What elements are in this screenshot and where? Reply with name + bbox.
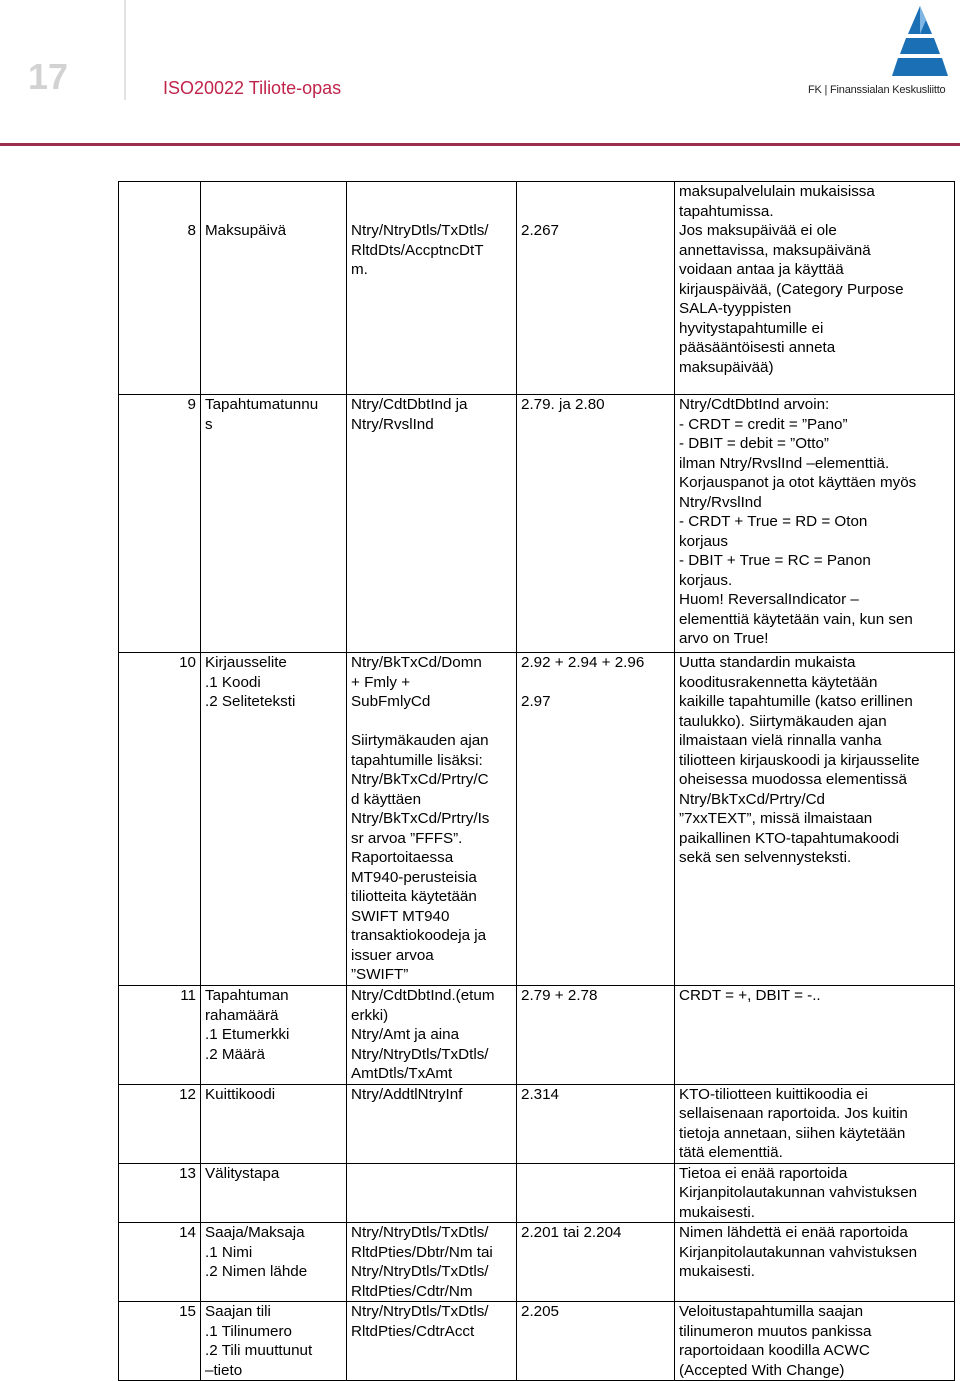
table-row [119,1223,955,1302]
xml-element: Ntry/BkTxCd/Domn + Fmly + SubFmlyCd Siirtymäkauden ajan tapahtumille lisäksi: Ntry/BkTxCd/Prtry/C d käyttäen Ntry/BkTxCd/Prtry/Is sr arvoa ”FFFS”. Raportoitaessa MT940-perusteisia tiliotteita käytetään SWIFT MT940 transaktiokoodeja ja issuer arvoa ”SWIFT” [347,653,517,986]
page-header [0,0,960,150]
reference-number: 2.201 tai 2.204 [517,1223,675,1302]
xml-element: Ntry/NtryDtls/TxDtls/ RltdPties/Dbtr/Nm tai Ntry/NtryDtls/TxDtls/ RltdPties/Cdtr/Nm [347,1223,517,1302]
field-name: Tapahtuman rahamäärä .1 Etumerkki .2 Määrä [201,986,347,1085]
header-divider [124,0,126,100]
reference-number: 2.79 + 2.78 [517,986,675,1085]
row-number: 13 [119,1163,201,1223]
field-name: Kirjausselite .1 Koodi .2 Seliteteksti [201,653,347,986]
table-row [119,1302,955,1381]
field-name: Välitystapa [201,1163,347,1223]
row-number: 11 [119,986,201,1085]
description: Veloitustapahtumilla saajan tilinumeron muutos pankissa raportoidaan koodilla ACWC (Accepted With Change) [675,1302,955,1381]
description: KTO-tiliotteen kuittikoodia ei sellaisenaan raportoida. Jos kuitin tietoja annetaan, siihen käytetään tätä elementtiä. [675,1084,955,1163]
description: Ntry/CdtDbtInd arvoin: - CRDT = credit = ”Pano” - DBIT = debit = ”Otto” ilman Ntry/RvslInd –elementtiä. Korjauspanot ja otot käyttäen myös Ntry/RvslInd - CRDT + True = RD = Oton korjaus - DBIT + True = RC = Panon korjaus. Huom! ReversalIndicator – elementtiä käytetään vain, kun sen arvo on True! [675,395,955,653]
reference-number [517,1163,675,1223]
logo-text: FK | Finanssialan Keskusliitto [808,84,946,96]
table-row [119,653,955,986]
reference-number: 2.79. ja 2.80 [517,395,675,653]
row-number: 8 [119,182,201,395]
xml-element [347,1163,517,1223]
description: Nimen lähdettä ei enää raportoida Kirjanpitolautakunnan vahvistuksen mukaisesti. [675,1223,955,1302]
fk-logo-icon [890,4,950,79]
xml-element: Ntry/NtryDtls/TxDtls/ RltdPties/CdtrAcct [347,1302,517,1381]
row-number: 9 [119,395,201,653]
row-number: 10 [119,653,201,986]
reference-number: 2.267 [517,182,675,395]
description: Uutta standardin mukaista kooditusrakennetta käytetään kaikille tapahtumille (katso erillinen taulukko). Siirtymäkauden ajan ilmaistaan vielä rinnalla vanha tiliotteen kirjauskoodi ja kirjausselite oheisessa muodossa elementissä Ntry/BkTxCd/Prtry/Cd ”7xxTEXT”, missä ilmaistaan paikallinen KTO-tapahtumakoodi sekä sen selvennysteksti. [675,653,955,986]
reference-number: 2.205 [517,1302,675,1381]
table-row [119,986,955,1085]
description: Tietoa ei enää raportoida Kirjanpitolautakunnan vahvistuksen mukaisesti. [675,1163,955,1223]
xml-element: Ntry/CdtDbtInd.(etum erkki) Ntry/Amt ja aina Ntry/NtryDtls/TxDtls/ AmtDtls/TxAmt [347,986,517,1085]
table-row [119,182,955,395]
xml-element: Ntry/AddtlNtryInf [347,1084,517,1163]
field-name: Maksupäivä [201,182,347,395]
xml-element: Ntry/CdtDbtInd ja Ntry/RvslInd [347,395,517,653]
table-row [119,1084,955,1163]
document-title: ISO20022 Tiliote-opas [163,78,342,98]
mapping-table [118,181,955,1381]
field-name: Saaja/Maksaja .1 Nimi .2 Nimen lähde [201,1223,347,1302]
field-name: Saajan tili .1 Tilinumero .2 Tili muuttunut –tieto [201,1302,347,1381]
table-row [119,395,955,653]
table-row [119,1163,955,1223]
description: CRDT = +, DBIT = -.. [675,986,955,1085]
row-number: 14 [119,1223,201,1302]
page-number: 17 [28,56,69,97]
field-name: Kuittikoodi [201,1084,347,1163]
description: maksupalvelulain mukaisissa tapahtumissa. Jos maksupäivää ei ole annettavissa, maksupäivänä voidaan antaa ja käyttää kirjauspäivää, (Category Purpose SALA-tyyppisten hyvitystapahtumille ei pääsääntöisesti anneta maksupäivää) [675,182,955,395]
xml-element: Ntry/NtryDtls/TxDtls/ RltdDts/AccptncDtT m. [347,182,517,395]
reference-number: 2.314 [517,1084,675,1163]
row-number: 15 [119,1302,201,1381]
header-rule [0,143,960,146]
field-name: Tapahtumatunnu s [201,395,347,653]
row-number: 12 [119,1084,201,1163]
reference-number: 2.92 + 2.94 + 2.96 2.97 [517,653,675,986]
